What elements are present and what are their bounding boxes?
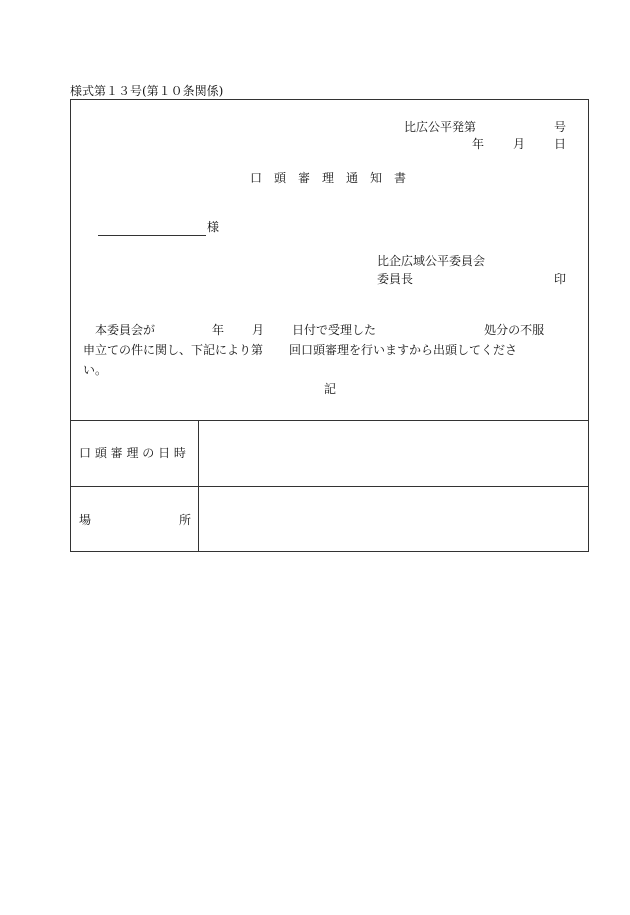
place-label-b: 所 [179,513,192,527]
body-line-1 [83,320,581,340]
issuer-committee: 比企広域公平委員会 [377,254,486,268]
body-line1-month: 月 [252,323,265,337]
place-value [199,487,588,551]
date-day: 日 [554,137,567,151]
date-year: 年 [472,137,485,151]
notice-form-frame [70,99,589,552]
body-line-3: い。 [83,363,108,377]
body-line2-a: 申立ての件に関し、下記により第 [83,343,264,357]
issuer-chair: 委員長 [377,272,414,286]
body-line2-b: 回口頭審理を行いますから出頭してくださ [289,343,518,357]
body-line1-b: 日付で受理した [292,323,377,337]
addressee-name-line [98,235,206,236]
ki-heading: 記 [324,382,337,396]
seal-mark: 印 [554,272,567,286]
notice-body [83,320,581,380]
hearing-datetime-label: 口 頭 審 理 の 日 時 [79,446,186,460]
doc-number-prefix: 比広公平発第 [404,120,477,134]
place-label-a: 場 [79,513,92,527]
body-line1-c: 処分の不服 [484,323,545,337]
body-line-2 [83,340,581,360]
doc-number-suffix: 号 [554,120,567,134]
body-line1-year: 年 [212,323,225,337]
date-month: 月 [513,137,526,151]
hearing-datetime-value [199,421,588,486]
body-line1-a: 本委員会が [95,323,156,337]
page-title: 口 頭 審 理 通 知 書 [250,171,407,185]
addressee-honorific: 様 [207,220,220,234]
form-label: 様式第１３号(第１０条関係) [70,84,224,98]
